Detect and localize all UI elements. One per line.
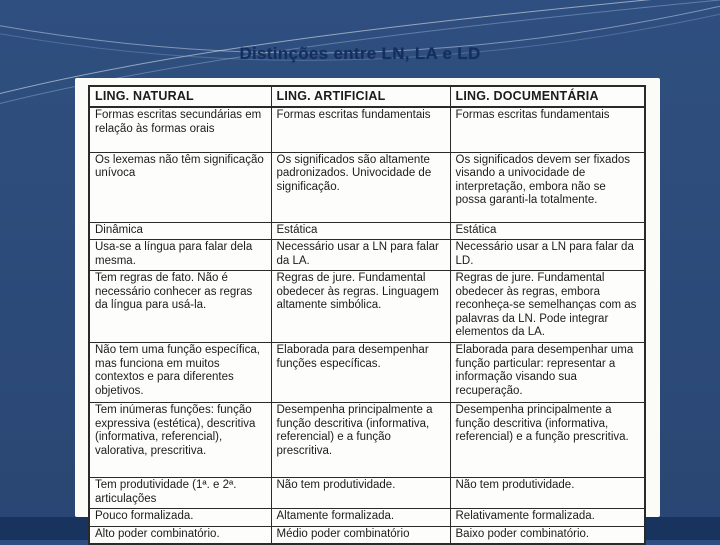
table-cell: Altamente formalizada. [271, 509, 450, 527]
table-cell: Tem produtividade (1ª. e 2ª. articulações [89, 478, 271, 509]
table-cell: Pouco formalizada. [89, 509, 271, 527]
table-cell: Baixo poder combinatório. [450, 526, 645, 544]
table-cell: Médio poder combinatório [271, 526, 450, 544]
content-panel [75, 78, 660, 540]
table-cell: Dinâmica [89, 222, 271, 240]
table-row [89, 240, 645, 271]
slide-title: Distinções entre LN, LA e LD [239, 44, 481, 63]
table-row [89, 478, 645, 509]
table-row [89, 526, 645, 544]
table-row [89, 403, 645, 478]
table-cell: Alto poder combinatório. [89, 526, 271, 544]
table-cell: Os significados são altamente padronizados. Univocidade de significação. [271, 152, 450, 222]
table-cell: Os lexemas não têm significação unívoca [89, 152, 271, 222]
column-header-ling-artificial: LING. ARTIFICIAL [271, 86, 450, 107]
table-cell: Estática [271, 222, 450, 240]
column-header-ling-natural: LING. NATURAL [89, 86, 271, 107]
table-header-row [89, 86, 645, 107]
table-row [89, 222, 645, 240]
table-row [89, 107, 645, 152]
table-cell: Não tem produtividade. [271, 478, 450, 509]
table-cell: Não tem uma função específica, mas funciona em muitos contextos e para diferentes objetivos. [89, 343, 271, 403]
table-cell: Elaborada para desempenhar funções específicas. [271, 343, 450, 403]
table-cell: Desempenha principalmente a função descritiva (informativa, referencial) e a função prescritiva. [450, 403, 645, 478]
table-row [89, 343, 645, 403]
table-cell: Regras de jure. Fundamental obedecer às regras, embora reconheça-se semelhanças com as palavras da LN. Pode integrar elementos da LA. [450, 271, 645, 343]
table-cell: Necessário usar a LN para falar da LA. [271, 240, 450, 271]
table-cell: Tem regras de fato. Não é necessário conhecer as regras da língua para usá-la. [89, 271, 271, 343]
table-cell: Relativamente formalizada. [450, 509, 645, 527]
table-row [89, 509, 645, 527]
table-cell: Necessário usar a LN para falar da LD. [450, 240, 645, 271]
table-cell: Não tem produtividade. [450, 478, 645, 509]
table-cell: Elaborada para desempenhar uma função particular: representar a informação visando sua recuperação. [450, 343, 645, 403]
comparison-table [88, 85, 646, 545]
table-cell: Desempenha principalmente a função descritiva (informativa, referencial) e a função prescritiva. [271, 403, 450, 478]
table-row [89, 152, 645, 222]
table-cell: Os significados devem ser fixados visando a univocidade de interpretação, embora não se possa garanti-la totalmente. [450, 152, 645, 222]
column-header-ling-documentaria: LING. DOCUMENTÁRIA [450, 86, 645, 107]
table-cell: Usa-se a língua para falar dela mesma. [89, 240, 271, 271]
table-cell: Regras de jure. Fundamental obedecer às regras. Linguagem altamente simbólica. [271, 271, 450, 343]
table-cell: Formas escritas fundamentais [450, 107, 645, 152]
table-cell: Estática [450, 222, 645, 240]
table-row [89, 271, 645, 343]
table-cell: Formas escritas secundárias em relação às formas orais [89, 107, 271, 152]
table-cell: Tem inúmeras funções: função expressiva (estética), descritiva (informativa, referencial), valorativa, prescritiva. [89, 403, 271, 478]
table-cell: Formas escritas fundamentais [271, 107, 450, 152]
